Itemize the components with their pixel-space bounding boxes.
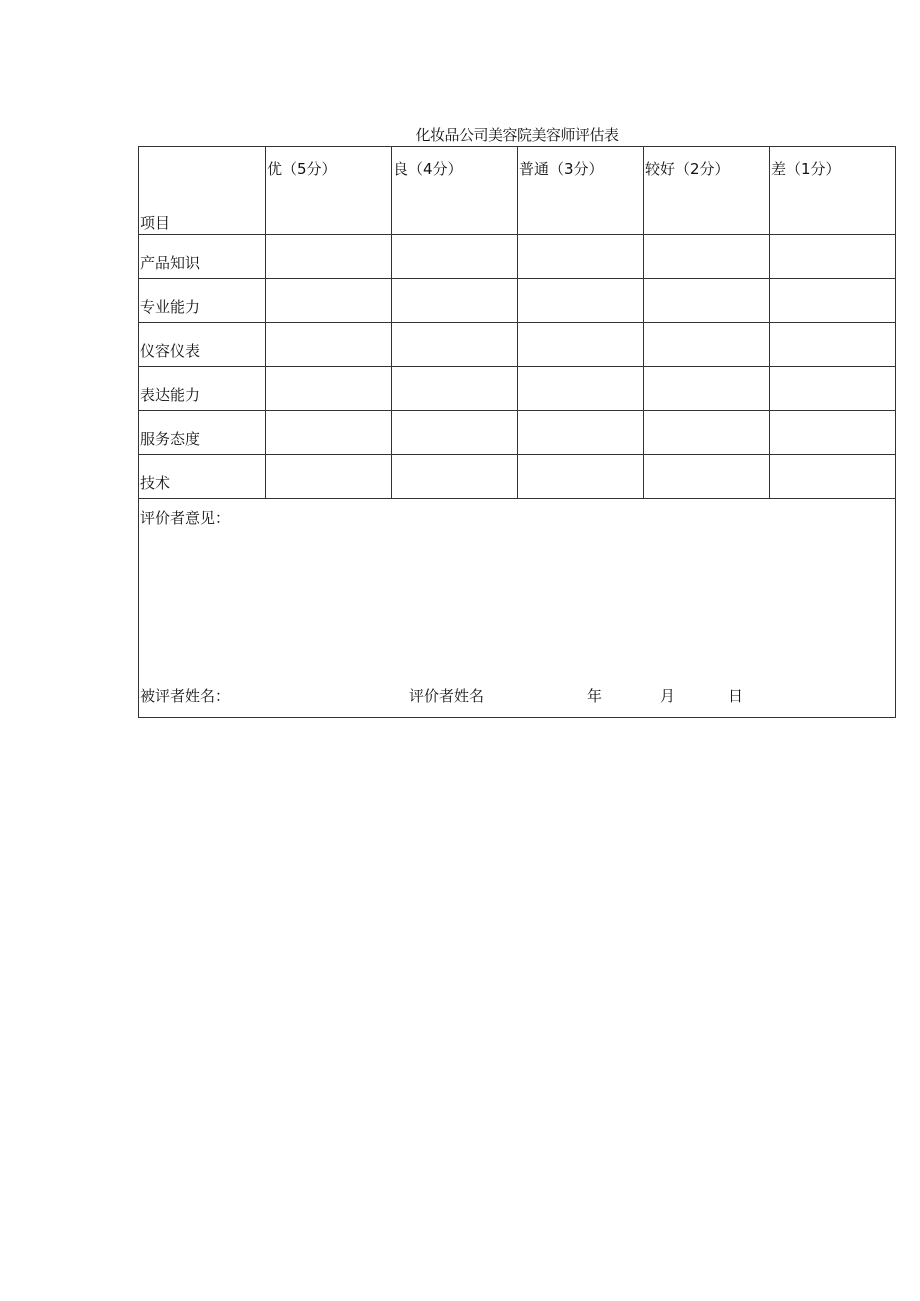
score-cell[interactable]: [644, 411, 770, 455]
comments-cell[interactable]: [139, 499, 896, 718]
header-row: [139, 147, 896, 235]
score-cell[interactable]: [644, 279, 770, 323]
item-label: 技术: [139, 455, 266, 499]
evaluatee-name-label: 被评者姓名：: [140, 687, 231, 705]
score-cell[interactable]: [518, 279, 644, 323]
comments-row: [139, 499, 896, 718]
score-cell[interactable]: [266, 367, 392, 411]
evaluator-name-label: 评价者姓名: [409, 687, 485, 705]
item-column-header: 项目: [139, 147, 266, 235]
score-cell[interactable]: [770, 323, 896, 367]
evaluator-comments-label: 评价者意见：: [140, 509, 231, 527]
month-label: 月: [660, 687, 676, 705]
score-cell[interactable]: [518, 323, 644, 367]
score-cell[interactable]: [266, 323, 392, 367]
item-label: 表达能力: [139, 367, 266, 411]
item-label: 仪容仪表: [139, 323, 266, 367]
table-row: [139, 455, 896, 499]
table-row: [139, 367, 896, 411]
score-cell[interactable]: [518, 367, 644, 411]
score-cell[interactable]: [518, 455, 644, 499]
score-cell[interactable]: [392, 455, 518, 499]
year-label: 年: [587, 687, 603, 705]
score-cell[interactable]: [392, 411, 518, 455]
score-cell[interactable]: [518, 235, 644, 279]
table-row: [139, 235, 896, 279]
score-cell[interactable]: [266, 279, 392, 323]
table-row: [139, 279, 896, 323]
score-cell[interactable]: [266, 411, 392, 455]
grade-header-average: 普通（3分）: [518, 147, 644, 235]
grade-header-fair: 较好（2分）: [644, 147, 770, 235]
score-cell[interactable]: [392, 323, 518, 367]
score-cell[interactable]: [770, 279, 896, 323]
score-cell[interactable]: [266, 455, 392, 499]
score-cell[interactable]: [392, 367, 518, 411]
score-cell[interactable]: [770, 455, 896, 499]
grade-header-poor: 差（1分）: [770, 147, 896, 235]
item-label: 服务态度: [139, 411, 266, 455]
form-title: 化妆品公司美容院美容师评估表: [415, 126, 619, 144]
score-cell[interactable]: [770, 411, 896, 455]
day-label: 日: [728, 687, 744, 705]
item-label: 专业能力: [139, 279, 266, 323]
evaluation-table: [138, 146, 896, 718]
table-row: [139, 411, 896, 455]
score-cell[interactable]: [644, 323, 770, 367]
table-row: [139, 323, 896, 367]
score-cell[interactable]: [518, 411, 644, 455]
item-label: 产品知识: [139, 235, 266, 279]
grade-header-excellent: 优（5分）: [266, 147, 392, 235]
grade-header-good: 良（4分）: [392, 147, 518, 235]
score-cell[interactable]: [266, 235, 392, 279]
score-cell[interactable]: [644, 455, 770, 499]
score-cell[interactable]: [770, 367, 896, 411]
score-cell[interactable]: [392, 279, 518, 323]
signature-line: [139, 689, 895, 707]
score-cell[interactable]: [392, 235, 518, 279]
score-cell[interactable]: [644, 367, 770, 411]
score-cell[interactable]: [644, 235, 770, 279]
score-cell[interactable]: [770, 235, 896, 279]
